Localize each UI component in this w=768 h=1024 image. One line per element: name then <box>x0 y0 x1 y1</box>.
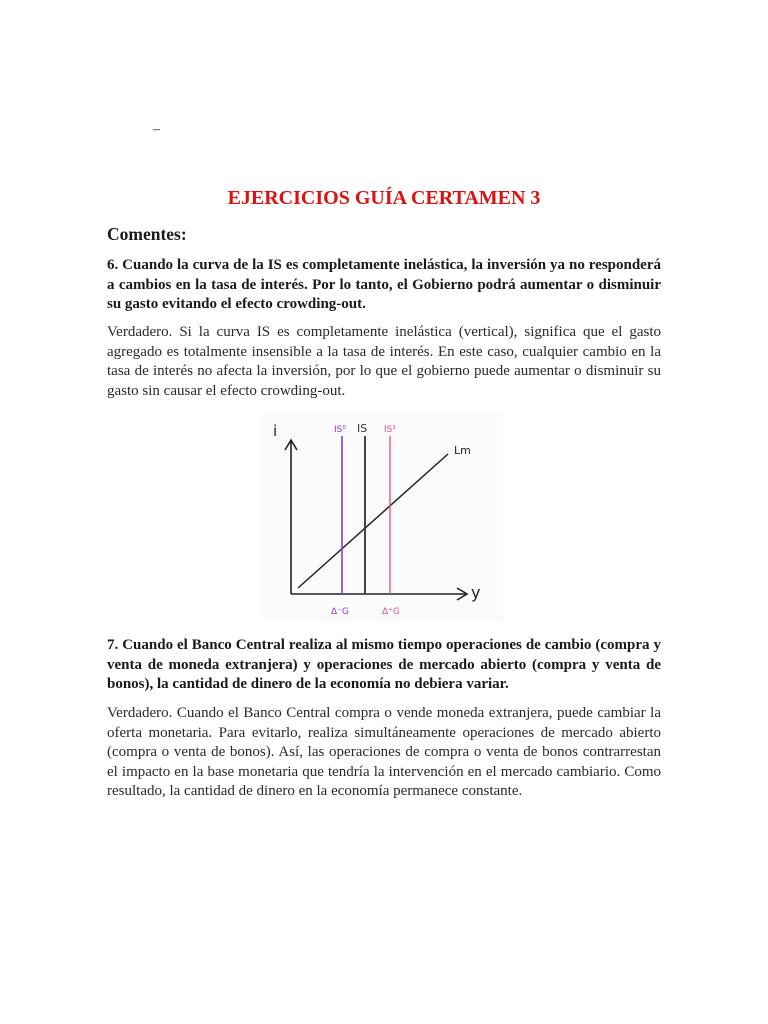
is-right-label: IS¹ <box>384 425 396 435</box>
y-axis-label: i <box>273 422 278 440</box>
question-6: 6. Cuando la curva de la IS es completamente inelástica, la inversión ya no responderá a cambios en la tasa de interés. Por lo tanto, el Gobierno podrá aumentar o disminuir su gasto evitando el efecto crowding-out. <box>107 257 661 313</box>
page-title: EJERCICIOS GUÍA CERTAMEN 3 <box>227 187 541 209</box>
is-left-label: IS⁰ <box>334 425 346 435</box>
annotation-right: Δ⁺G <box>382 607 400 617</box>
section-heading: Comentes: <box>107 224 187 244</box>
is-lm-diagram <box>263 412 503 622</box>
is-center-label: IS <box>357 422 368 435</box>
question-7: 7. Cuando el Banco Central realiza al mismo tiempo operaciones de cambio (compra y venta de moneda extranjera) y operaciones de mercado abierto (compra y venta de bonos), la cantidad de dinero de la economía no debiera variar. <box>107 637 661 693</box>
lm-label: Lm <box>454 444 471 457</box>
answer-6: Verdadero. Si la curva IS es completamente inelástica (vertical), significa que el gasto agregado es totalmente insensible a la tasa de interés. En este caso, cualquier cambio en la tasa de interés no afecta la inversión, por lo que el gobierno puede aumentar o disminuir su gasto sin causar el efecto crowding-out. <box>107 324 661 399</box>
annotation-left: Δ⁻G <box>331 607 349 617</box>
page-dash: – <box>153 122 160 137</box>
x-axis-label: y <box>471 583 481 602</box>
answer-7: Verdadero. Cuando el Banco Central compra o vende moneda extranjera, puede cambiar la oferta monetaria. Para evitarlo, realiza simultáneamente operaciones de mercado abierto (compra o venta de bonos). Así, las operaciones de compra o venta de bonos contrarrestan el impacto en la base monetaria que tendría la intervención en el mercado cambiario. Como resultado, la cantidad de dinero en la economía permanece constante. <box>107 705 661 800</box>
lm-curve <box>298 454 448 588</box>
